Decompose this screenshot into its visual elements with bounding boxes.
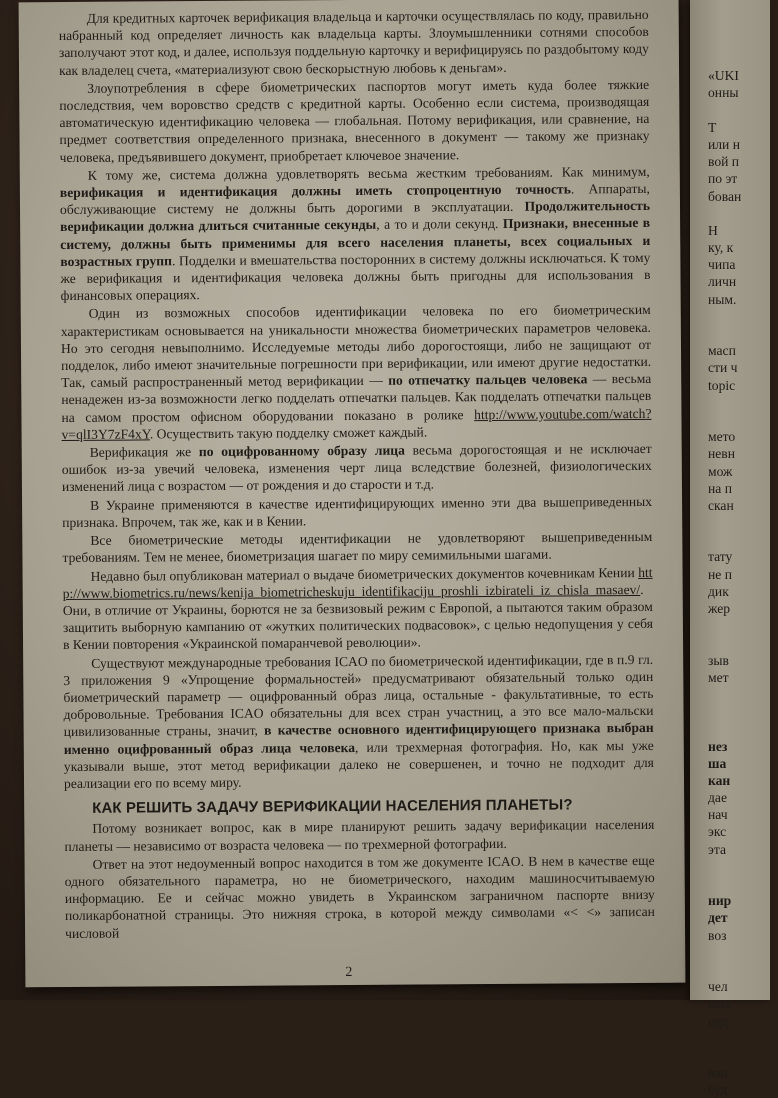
text: Потому возникает вопрос, как в мире планируют решить задачу верификации населения планеты — независимо от возраста человека — по трехмерной фотографии.: [64, 817, 655, 854]
adjacent-text-fragment: не п: [708, 566, 732, 582]
adjacent-text-fragment: [708, 308, 778, 325]
page-number: 2: [345, 965, 353, 981]
adjacent-text-fragment: [708, 1030, 778, 1047]
document-page: [19, 0, 686, 987]
text: Недавно был опубликован материал о выдаче биометрических документов кочевникам Кении: [90, 564, 635, 584]
paragraph: [60, 163, 651, 305]
text: Ответ на этот недоуменный вопрос находится в том же документе ICAO. В нем в качестве еще одного обязательного параметра, но не биометрического, находим машиносчитываемую информацию. Ее и сейчас можно увидеть в Украинском заграничном паспорте внизу поликарбонатной страницы. Это нижняя строка, в которой между символами «< <» записан числовой: [64, 852, 655, 941]
adjacent-text-fragment: на п: [708, 480, 732, 496]
adjacent-text-fragment: «UKI: [708, 68, 739, 84]
adjacent-page-text: [708, 50, 778, 1098]
adjacent-text-fragment: [708, 634, 778, 651]
adjacent-text-fragment: дае: [708, 790, 727, 806]
adjacent-text-fragment: ша: [708, 755, 727, 771]
adjacent-text-fragment: нир: [708, 893, 732, 909]
adjacent-text-fragment: Т: [708, 119, 717, 135]
bold-text: верификация и идентификация должны иметь стопроцентную точность: [59, 181, 571, 201]
adjacent-text-fragment: topic: [708, 377, 736, 393]
adjacent-text-fragment: [708, 1047, 778, 1064]
adjacent-text-fragment: эта: [708, 841, 726, 857]
section-heading: КАК РЕШИТЬ ЗАДАЧУ ВЕРИФИКАЦИИ НАСЕЛЕНИЯ ПЛАНЕТЫ?: [92, 796, 573, 817]
adjacent-text-fragment: ных: [708, 996, 732, 1012]
text: Все биометрические методы идентификации не удовлетворяют вышеприведенным требованиям. Тем не менее, биометризация шагает по миру семимильными шагами.: [62, 528, 653, 566]
adjacent-text-fragment: ку, к: [708, 240, 734, 256]
adjacent-text-fragment: [708, 944, 778, 961]
adjacent-text-fragment: вой п: [708, 154, 740, 170]
paragraph: [59, 6, 649, 79]
adjacent-text-fragment: нач: [708, 807, 728, 823]
adjacent-text-fragment: дет: [708, 910, 728, 926]
paragraph: [62, 528, 652, 567]
text: . Они, в отличие от Украины, борются не за безвизовый режим с Европой, а пытаются таким образом защитить выборную кампанию от «жутких политических подвасовок», с целью недопущения у себя в Кении повторения «Украинской помаранчевой революции».: [62, 581, 653, 653]
paragraph: [63, 650, 654, 792]
adjacent-text-fragment: невн: [708, 446, 736, 462]
adjacent-text-fragment: [708, 102, 778, 119]
adjacent-text-fragment: [708, 858, 778, 875]
adjacent-text-fragment: [708, 531, 778, 548]
adjacent-text-fragment: экс: [708, 824, 727, 840]
adjacent-text-fragment: [708, 394, 778, 411]
text: , или трехмерная фотография. Но, как мы уже указывали выше, этот метод верификации далеко не совершенен, и точно не подходит для реализации его по всему миру.: [63, 737, 654, 791]
text: К тому же, система должна удовлетворять весьма жестким требованиям. Как минимум,: [87, 163, 650, 183]
text: Один из возможных способов идентификации человека по его биометрическим характеристикам основывается на уникальности множества биометрических параметров человека. Но это сегодня невыполнимо. Исследуемые методы либо дорогостоящи, либо не защищают от подделок, либо имеют значительные погрешности при верификации, или имеют другие недостатки. Так, самый распространенный метод верификации —: [60, 302, 652, 391]
paragraph: [62, 440, 652, 496]
paragraph: [61, 301, 652, 443]
adjacent-text-fragment: мож: [708, 463, 733, 479]
paragraph: [63, 563, 654, 653]
youtube-link[interactable]: http://www.youtube.com/watch?v=qlI3Y7zF4xY: [61, 405, 652, 442]
adjacent-text-fragment: [708, 325, 778, 342]
text: Злоупотребления в сфере биометрических паспортов могут иметь куда более тяжкие последствия, чем воровство средств с кредитной карты. Особенно если система, производящая автоматическую идентификацию человека — глобальная. Потому верификация, или сравнение, на предмет соответствия определенного признака, внесенного в документ — такому же признаку человека, предъявившего документ, приобретает ключевое значение.: [59, 76, 650, 165]
text: весьма дорогостоящая и не исключает ошибок из-за увечий человека, изменения черт лица вследствие болезней, физиологических изменений лица с возрастом — от рождения и до старости и т.д.: [61, 440, 652, 495]
adjacent-text-fragment: [708, 205, 778, 222]
text: — весьма ненадежен из-за возможности легко подделать отпечатки пальцев. Как подделать отпечатки пальцев на самом простом офисном оборудовании показано в ролике: [61, 371, 652, 425]
text: , а то и доли секунд.: [376, 216, 499, 233]
adjacent-text-fragment: мет: [708, 669, 729, 685]
biometrics-link[interactable]: http://www.biometrics.ru/news/kenija_biometricheskuju_identifikaciju_proshli_izbirateli_iz_chisla_masaev/: [62, 564, 653, 601]
bold-text: Признаки, внесенные в систему, должны быть применимы для всего населения планеты, всех социальных и возрастных групп: [60, 215, 651, 269]
paragraph: [62, 493, 652, 532]
adjacent-text-fragment: онны: [708, 85, 739, 101]
adjacent-text-fragment: [708, 50, 778, 67]
adjacent-text-fragment: воз: [708, 927, 727, 943]
adjacent-text-fragment: жер: [708, 601, 731, 616]
adjacent-text-fragment: [708, 411, 778, 428]
adjacent-text-fragment: нез: [708, 738, 728, 754]
adjacent-text-fragment: или н: [708, 136, 741, 152]
text: . Осуществить такую подделку сможет каждый.: [149, 424, 428, 442]
adjacent-text-fragment: зыв: [708, 652, 729, 668]
adjacent-text-fragment: [708, 703, 778, 720]
adjacent-text-fragment: масп: [708, 343, 736, 359]
adjacent-text-fragment: дик: [708, 583, 729, 599]
adjacent-text-fragment: [708, 617, 778, 634]
page-text: [59, 6, 655, 942]
adjacent-text-fragment: [708, 875, 778, 892]
adjacent-text-fragment: ван: [708, 1065, 728, 1081]
text: . Аппараты, обслуживающие систему не должны быть дорогими в эксплуатации.: [59, 180, 650, 218]
paragraph: [65, 852, 656, 942]
paragraph: [64, 816, 654, 855]
adjacent-text-fragment: [708, 720, 778, 737]
adjacent-text-fragment: тату: [708, 549, 733, 565]
bold-text: в качестве основного идентифицирующего признака выбран именно оцифрованный образ лица человека: [63, 720, 654, 757]
text: Верификация же: [89, 444, 192, 460]
adjacent-text-fragment: сти ч: [708, 360, 738, 376]
adjacent-text-fragment: чел: [708, 979, 728, 995]
adjacent-text-fragment: [708, 961, 778, 978]
adjacent-text-fragment: по эт: [708, 171, 738, 187]
paragraph: [59, 76, 650, 166]
text: . Подделки и вмешательства посторонних в систему должны исключаться. К тому же верификация и идентификация человека должны быть пригодны для использования в финансовых операциях.: [60, 249, 651, 304]
text: Существуют международные требования ICAO по биометрической идентификации, где в п.9 гл. 3 приложения 9 «Упрощение формальностей» предусматривают обязательный только один биометрический параметр — оцифрованный образ лица, остальные - факультативные, то есть добровольные. Требования ICAO обязательны для всех стран участниц, а это все мало-мальски цивилизованные страны, значит,: [63, 651, 654, 740]
text: Для кредитных карточек верификация владельца и карточки осуществлялась по коду, правильно набранный код определяет личность как владельца карты. Злоумышленники сотнями способов заполучают этот код, и далее, используя поддельную карточку и верифицируясь по раздобытому коду как владелец счета, «материализуют свою бескорыстную любовь к деньгам».: [58, 6, 649, 78]
bold-text: Продолжительность верификации должна длиться считанные секунды: [60, 198, 651, 235]
adjacent-page-edge: [690, 0, 770, 1098]
adjacent-text-fragment: Н: [708, 222, 718, 238]
text: В Украине применяются в качестве идентифицирующих именно эти два вышеприведенных признака. Впрочем, так же, как и в Кении.: [62, 493, 653, 530]
bold-text: по отпечатку пальцев человека: [388, 371, 588, 389]
adjacent-text-fragment: ным.: [708, 291, 737, 307]
adjacent-text-fragment: скан: [708, 497, 734, 513]
adjacent-text-fragment: [708, 514, 778, 531]
adjacent-text-fragment: [708, 686, 778, 703]
adjacent-text-fragment: бован: [708, 188, 742, 204]
adjacent-text-fragment: буд: [708, 1082, 728, 1098]
adjacent-text-fragment: мето: [708, 429, 736, 445]
adjacent-text-fragment: кан: [708, 772, 731, 788]
adjacent-text-fragment: личн: [708, 274, 737, 290]
adjacent-text-fragment: чипа: [708, 257, 736, 273]
adjacent-text-fragment: цед: [708, 1013, 729, 1029]
bold-text: по оцифрованному образу лица: [198, 442, 405, 460]
